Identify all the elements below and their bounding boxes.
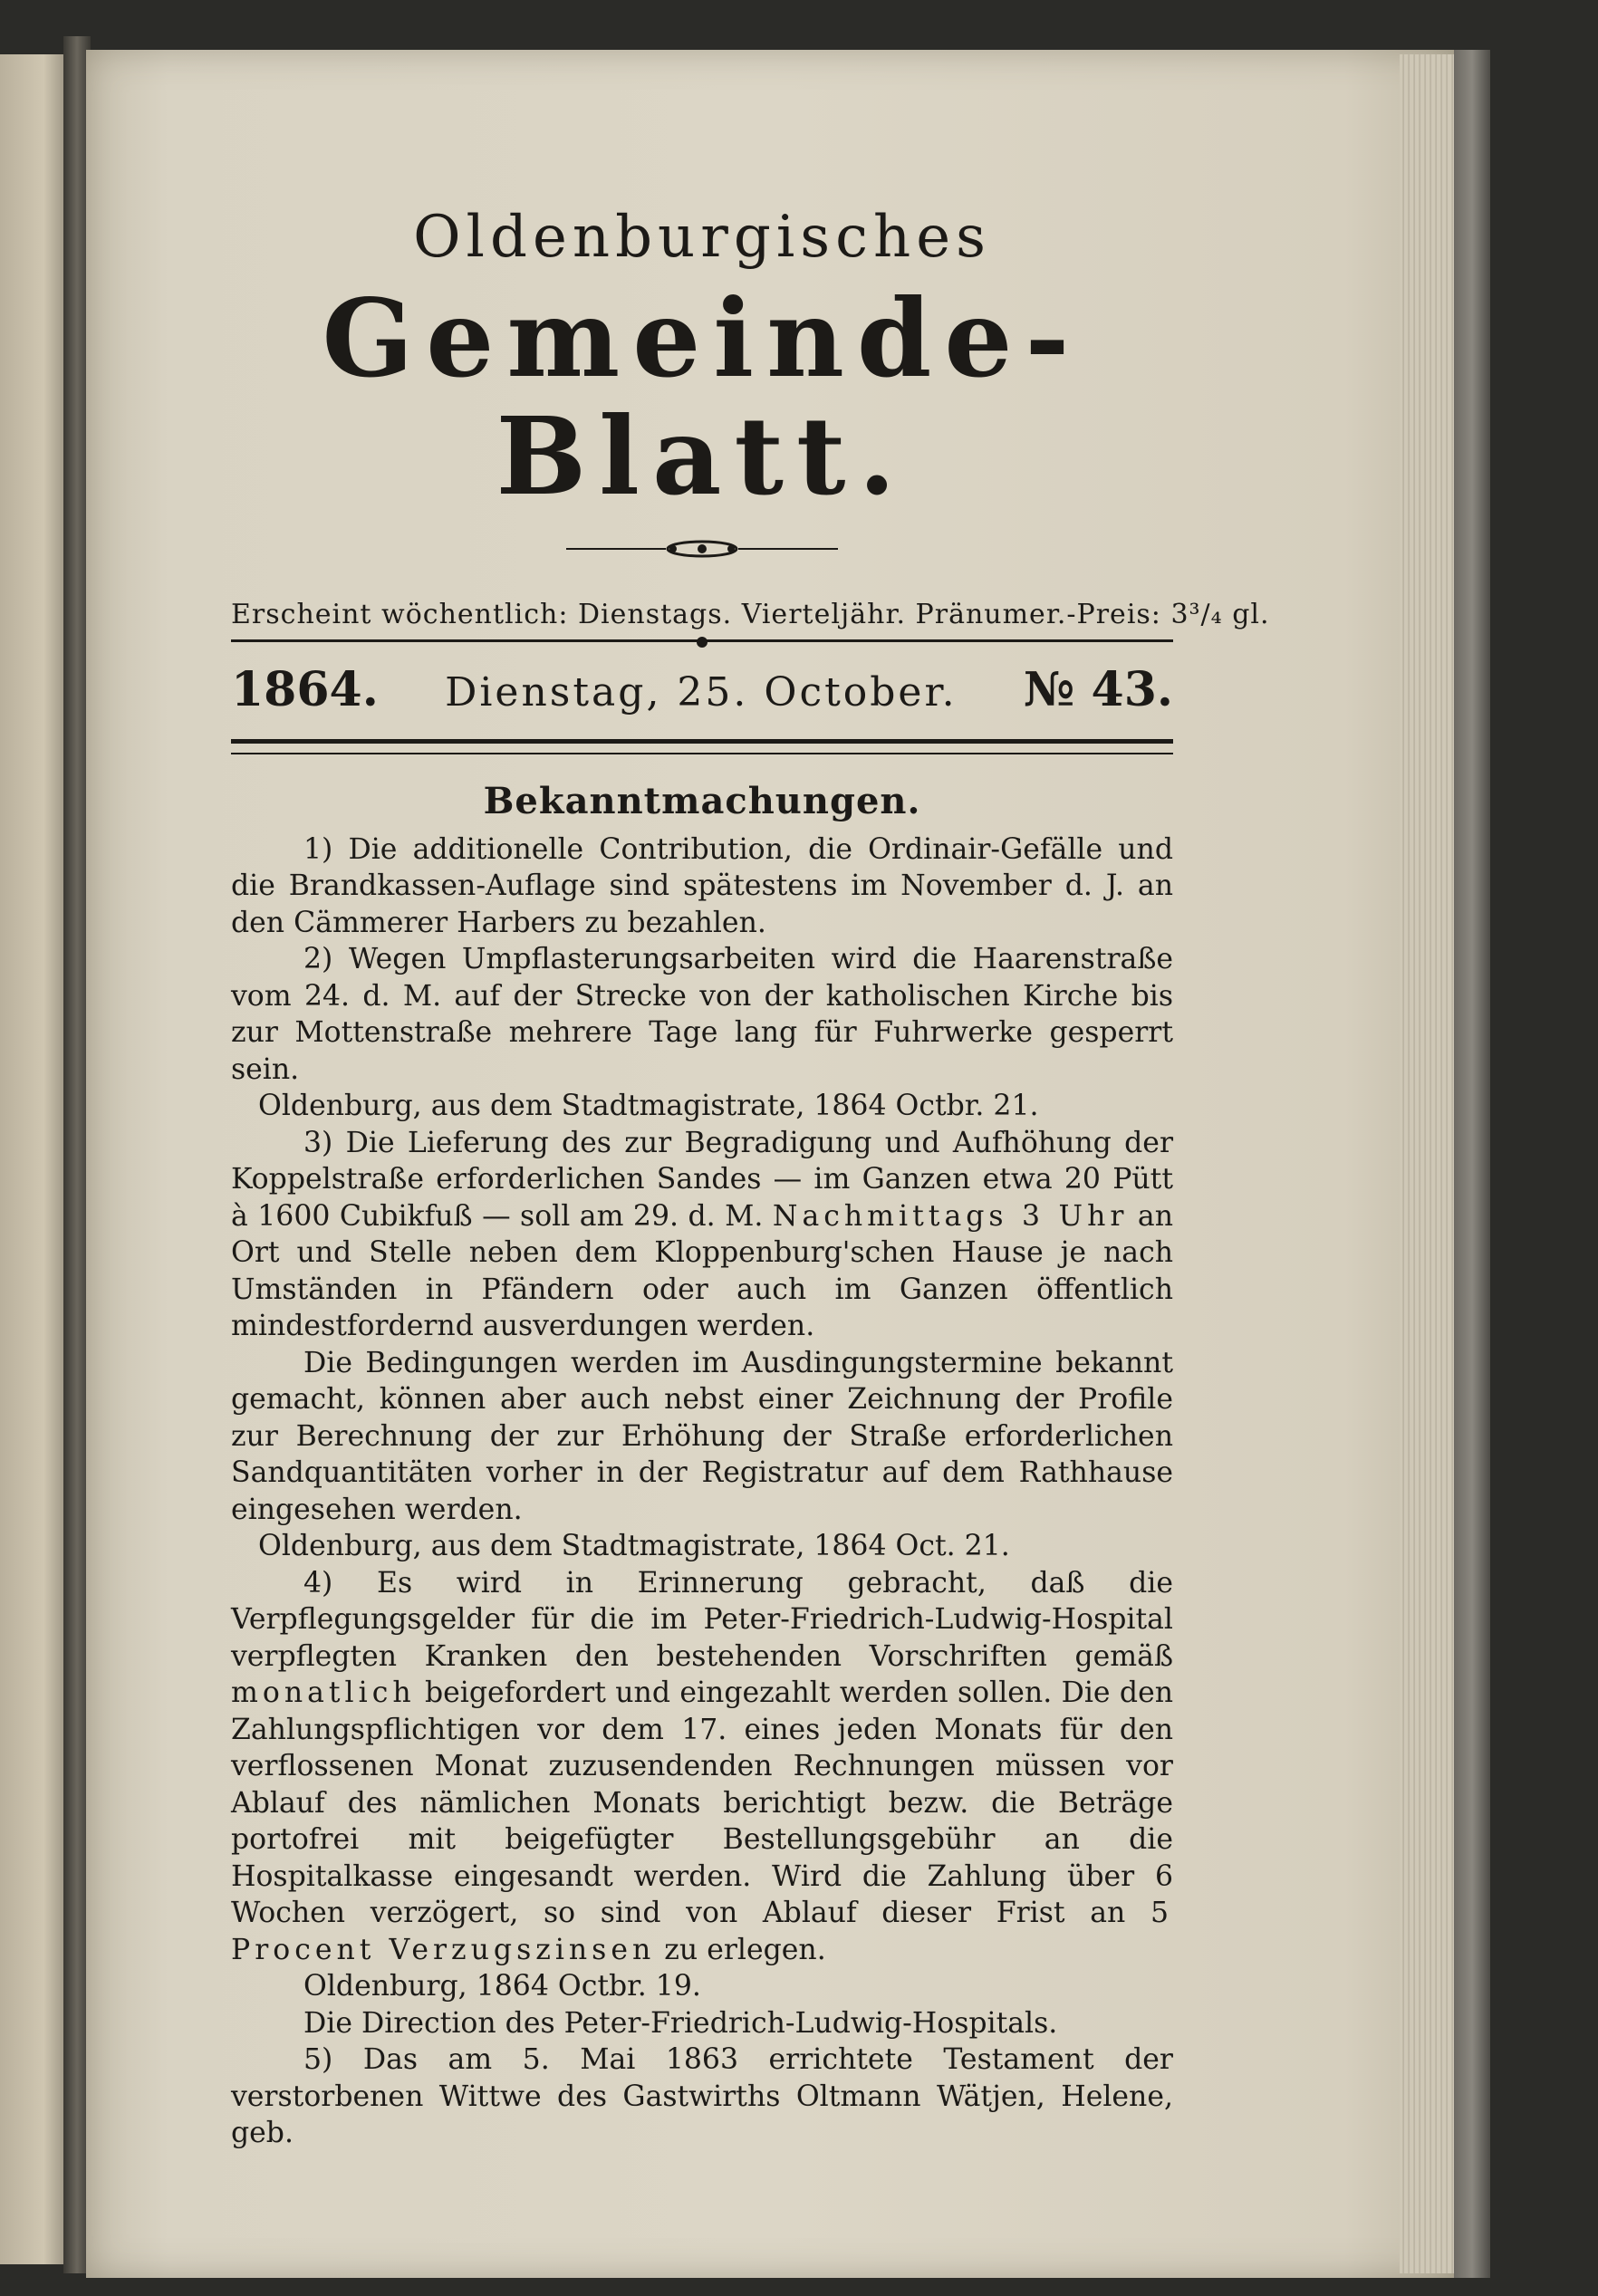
masthead-line1: Oldenburgisches <box>413 204 991 271</box>
notice-4 <box>231 1565 1173 1969</box>
dateline <box>231 662 1173 717</box>
notice-2: 2) Wegen Umpflasterungsarbeiten wird die Haarenstraße vom 24. d. M. auf der Strecke von der katholischen Kirche bis zur Mottenstraße mehrere Tage lang für Fuhrwerke gesperrt sein. <box>231 943 1173 1086</box>
rule-dot-icon <box>697 637 708 648</box>
notice-4-emphasis-1: monatlich <box>231 1676 416 1710</box>
notice-3-place: Oldenburg, aus dem Stadtmagistrate, 1864 Oct. 21. <box>258 1530 1010 1563</box>
section-title: Bekanntmachungen. <box>483 779 921 822</box>
issue-date: Dienstag, 25. October. <box>445 668 958 716</box>
notice-3 <box>231 1125 1173 1345</box>
double-rule <box>231 739 1173 754</box>
publication-info: Erscheint wöchentlich: Dienstags. Vierteljähr. Pränumer.-Preis: 3³/₄ gl. <box>231 598 1270 630</box>
notice-3-part-a: 3) Die Lieferung des zur Begradigung und Aufhöhung der Koppelstraße erforderlichen Sandes — im Ganzen etwa 20 Pütt à 1600 Cubikfuß — soll am 29. d. M. <box>231 1126 1173 1233</box>
notice-4-emphasis-2: 5 Procent Verzugszinsen <box>231 1897 1174 1966</box>
notices <box>231 831 1173 2152</box>
notice-4-signature: Die Direction des Peter-Friedrich-Ludwig-Hospitals. <box>303 2006 1058 2040</box>
notice-3-part-b: an Ort und Stelle neben dem Kloppenburg'schen Hause je nach Umständen in Pfändern oder auch im Ganzen öffentlich mindestfordernd ausverdungen werden. <box>231 1199 1173 1343</box>
notice-4-part-a: 4) Es wird in Erinnerung gebracht, daß die Verpflegungsgelder für die im Peter-Friedrich-Ludwig-Hospital verpflegten Kranken den bestehenden Vorschriften gemäß <box>231 1566 1173 1673</box>
page-content <box>231 195 1270 2152</box>
notice-2-place: Oldenburg, aus dem Stadtmagistrate, 1864 Octbr. 21. <box>258 1090 1039 1123</box>
notice-4-part-c: zu erlegen. <box>664 1933 826 1966</box>
notice-1: 1) Die additionelle Contribution, die Ordinair-Gefälle und die Brandkassen-Auflage sind spätestens im November d. J. an den Cämmerer Harbers zu bezahlen. <box>231 832 1173 939</box>
notice-3-conditions: Die Bedingungen werden im Ausdingungstermine bekannt gemacht, können aber auch nebst einer Zeichnung der Profile zur Berechnung der zur Erhöhung der Straße erforderlichen Sandquantitäten vorher in der Registratur auf dem Rathhause eingesehen werden. <box>231 1346 1173 1526</box>
notice-4-place: Oldenburg, 1864 Octbr. 19. <box>303 1970 701 2003</box>
notice-5: 5) Das am 5. Mai 1863 errichtete Testament der verstorbenen Wittwe des Gastwirths Oltmann Wätjen, Helene, geb. <box>231 2043 1173 2150</box>
issue-year: 1864. <box>231 661 379 717</box>
notice-3-emphasis: Nachmittags 3 Uhr <box>772 1199 1129 1233</box>
issue-number: № 43. <box>1023 661 1173 717</box>
left-page-edge <box>0 54 72 2264</box>
notice-4-part-b: beigefordert und eingezahlt werden sollen. Die den Zahlungspflichtigen vor dem 17. eines jeden Monats für den verflossenen Monat zuzusendenden Rechnungen müssen vor Ablauf des nämlichen Monats berichtigt bezw. die Beträge portofrei mit beigefügter Bestellungsgebühr an die Hospitalkasse eingesandt werden. Wird die Zahlung über 6 Wochen verzögert, so sind von Ablauf dieser Frist an <box>231 1676 1174 1930</box>
cover-edge <box>1454 50 1490 2278</box>
ornament-divider-icon <box>566 535 838 562</box>
masthead-title: Gemeinde-Blatt. <box>322 275 1083 519</box>
